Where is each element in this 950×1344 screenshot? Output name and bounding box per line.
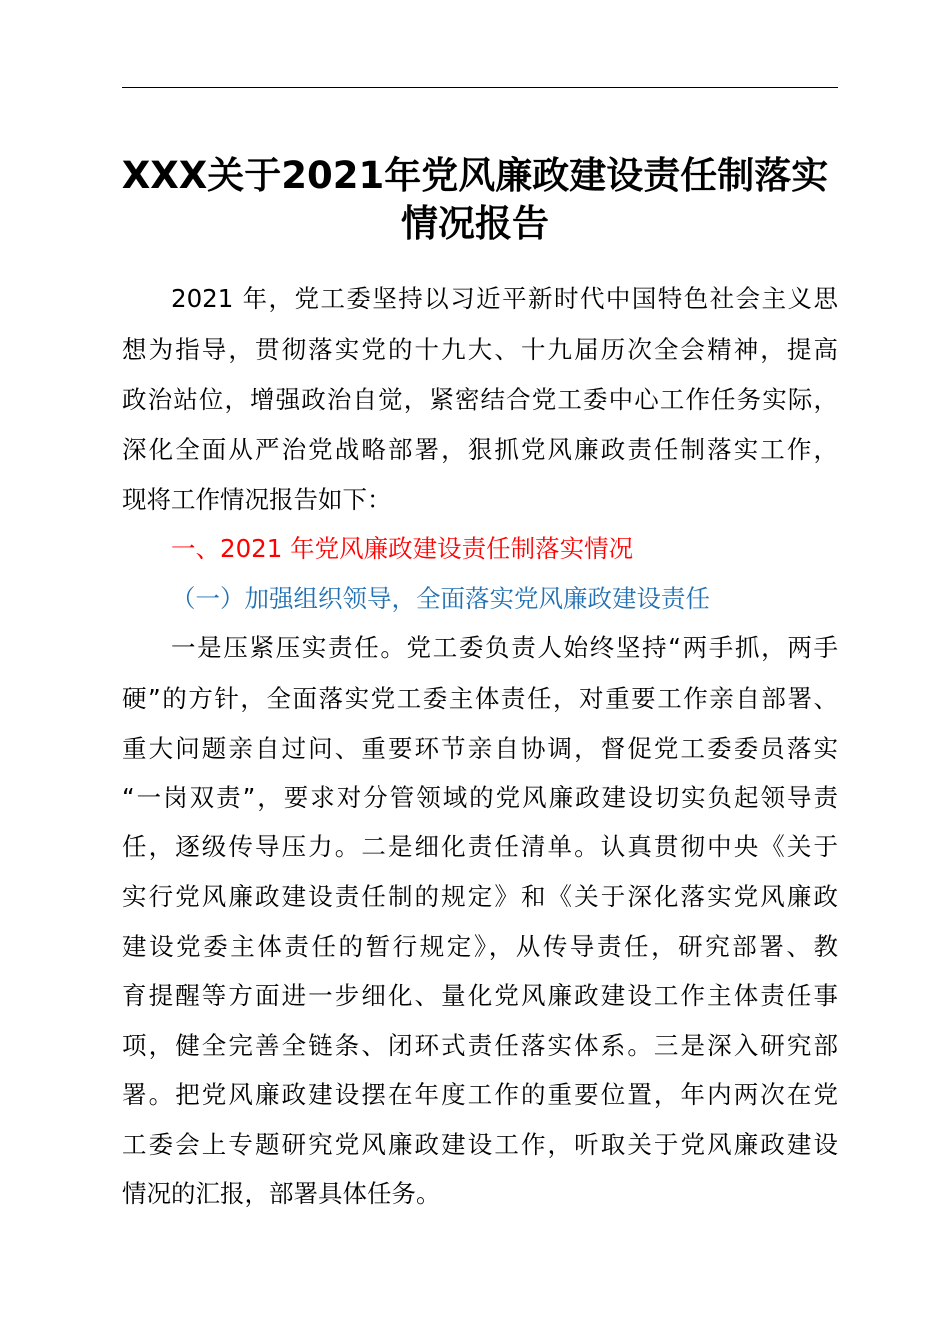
title-mid-1: 关于 xyxy=(207,154,282,197)
intro-line: 2021 年，党工委坚持以习近平新时代中国特色社会主义思 xyxy=(171,284,838,313)
intro-line: 深化全面从严治党战略部署，狠抓党风廉政责任制落实工作， xyxy=(122,435,838,464)
section-heading-1: 一、2021 年党风廉政建设责任制落实情况 xyxy=(171,534,634,563)
title-prefix: XXX xyxy=(121,154,208,197)
body-line: 建设党委主体责任的暂行规定》，从传导责任，研究部署、教 xyxy=(122,932,838,961)
intro-line: 现将工作情况报告如下： xyxy=(122,485,392,514)
document-title-line-1 xyxy=(100,152,850,200)
section-heading-2: （一）加强组织领导，全面落实党风廉政建设责任 xyxy=(171,584,710,613)
body-line: “一岗双责”，要求对分管领域的党风廉政建设切实负起领导责 xyxy=(122,783,838,812)
body-line: 署。把党风廉政建设摆在年度工作的重要位置，年内两次在党 xyxy=(122,1080,838,1109)
body-line: 项，健全完善全链条、闭环式责任落实体系。三是深入研究部 xyxy=(122,1031,838,1060)
body-line: 硬”的方针，全面落实党工委主体责任，对重要工作亲自部署、 xyxy=(122,684,838,713)
document-title-line-2: 情况报告 xyxy=(401,202,549,245)
title-year: 2021 xyxy=(281,154,385,197)
body-line: 情况的汇报，部署具体任务。 xyxy=(122,1179,441,1208)
header-rule xyxy=(122,87,838,88)
body-line: 重大问题亲自过问、重要环节亲自协调，督促党工委委员落实 xyxy=(122,734,838,763)
body-line: 实行党风廉政建设责任制的规定》和《关于深化落实党风廉政 xyxy=(122,882,838,911)
intro-line: 政治站位，增强政治自觉，紧密结合党工委中心工作任务实际， xyxy=(122,385,838,414)
body-line: 一是压紧压实责任。党工委负责人始终坚持“两手抓，两手 xyxy=(171,633,838,662)
intro-line: 想为指导，贯彻落实党的十九大、十九届历次全会精神，提高 xyxy=(122,335,838,364)
body-line: 育提醒等方面进一步细化、量化党风廉政建设工作主体责任事 xyxy=(122,981,838,1010)
body-line: 任，逐级传导压力。二是细化责任清单。认真贯彻中央《关于 xyxy=(122,832,838,861)
title-mid-2: 年党风廉政建设责任制落实 xyxy=(384,154,829,197)
body-line: 工委会上专题研究党风廉政建设工作，听取关于党风廉政建设 xyxy=(122,1130,838,1159)
